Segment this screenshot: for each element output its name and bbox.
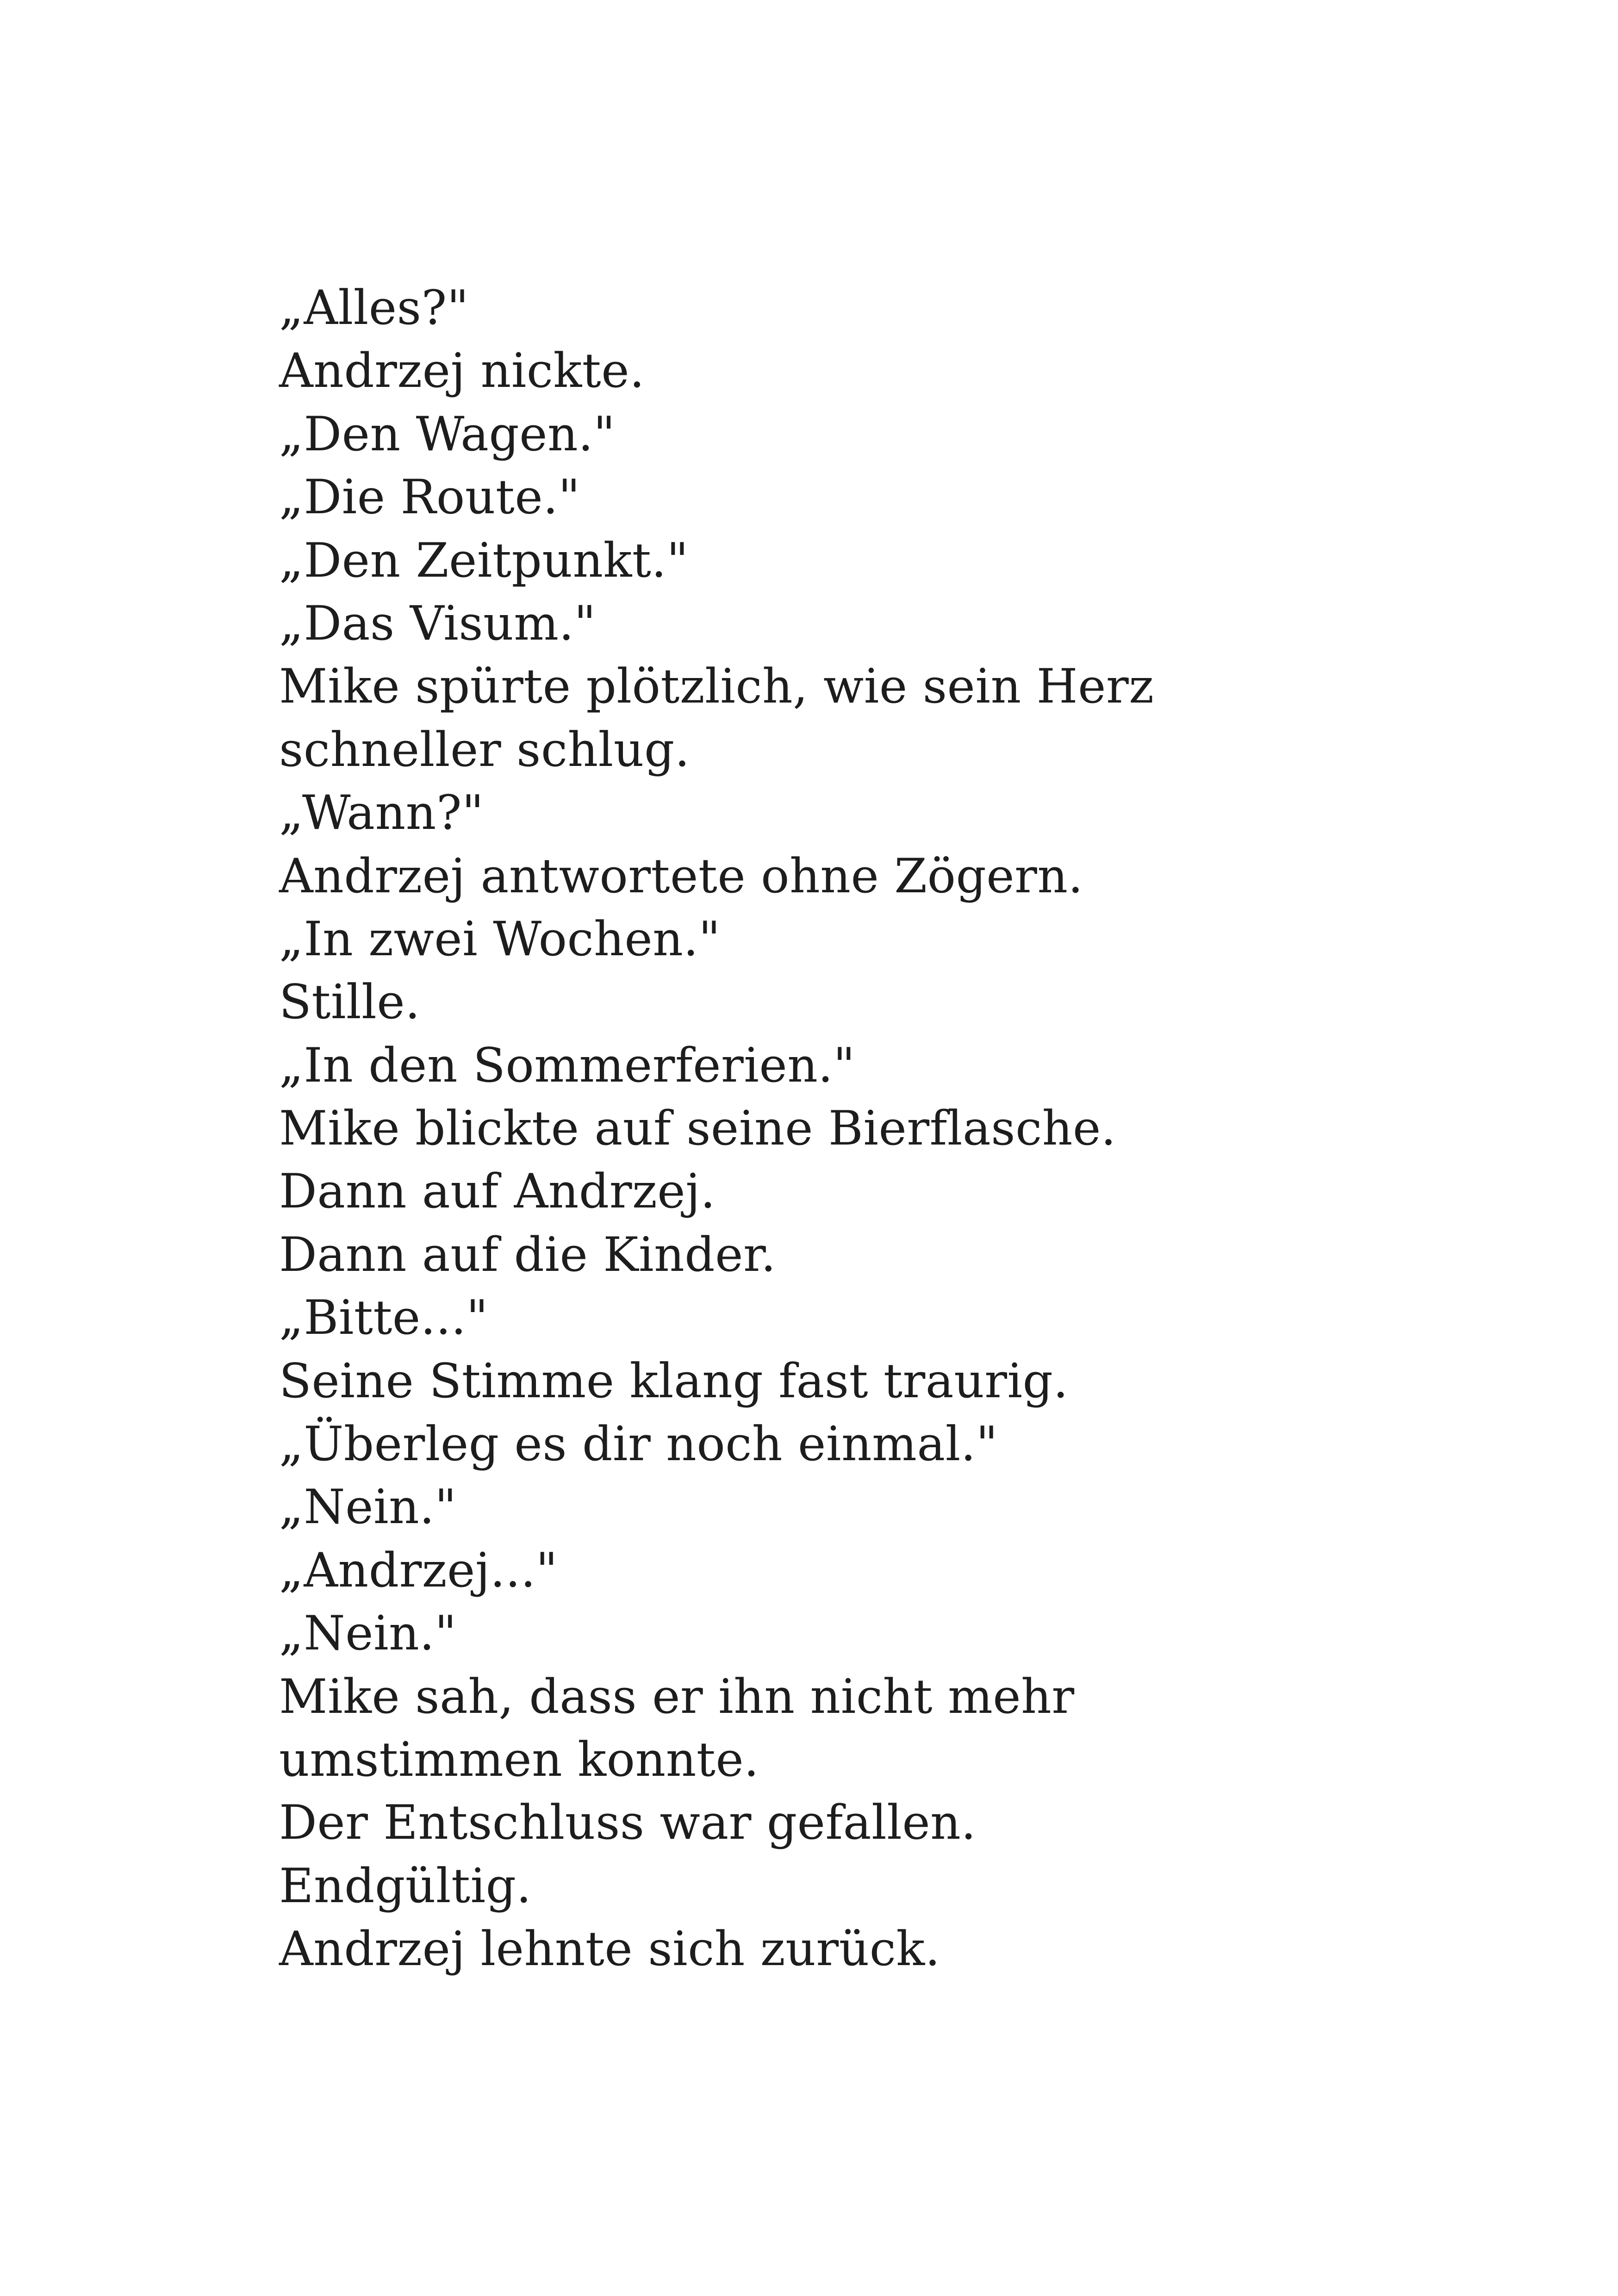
text-line: „Andrzej..." [279, 1543, 558, 1598]
text-line: „Alles?" [279, 280, 469, 336]
text-line: Stille. [279, 975, 421, 1030]
text-line: „Nein." [279, 1606, 457, 1661]
text-line: Seine Stimme klang fast traurig. [279, 1353, 1069, 1409]
text-line: Dann auf Andrzej. [279, 1164, 716, 1220]
text-line: Andrzej lehnte sich zurück. [279, 1922, 940, 1977]
text-line: Endgültig. [279, 1858, 532, 1914]
text-line: „Nein." [279, 1480, 457, 1535]
body-text [279, 277, 1344, 1981]
text-line: „Das Visum." [279, 596, 596, 651]
text-line: „Den Zeitpunkt." [279, 533, 689, 588]
text-line: „In zwei Wochen." [279, 911, 721, 967]
text-line: „Überleg es dir noch einmal." [279, 1417, 998, 1472]
text-line: Dann auf die Kinder. [279, 1227, 776, 1282]
text-line: „Bitte..." [279, 1290, 488, 1346]
text-line: Mike blickte auf seine Bierflasche. [279, 1101, 1116, 1157]
text-line: schneller schlug. [279, 722, 690, 778]
text-line: „Die Route." [279, 470, 580, 525]
text-line: „Wann?" [279, 785, 484, 841]
text-line: „In den Sommerferien." [279, 1038, 855, 1093]
text-line: Der Entschluss war gefallen. [279, 1795, 977, 1851]
text-line: Mike spürte plötzlich, wie sein Herz [279, 659, 1154, 715]
text-line: Andrzej nickte. [279, 343, 645, 399]
text-line: umstimmen konnte. [279, 1732, 759, 1787]
text-line: Andrzej antwortete ohne Zögern. [279, 848, 1083, 904]
text-line: „Den Wagen." [279, 406, 616, 462]
text-line: Mike sah, dass er ihn nicht mehr [279, 1669, 1075, 1724]
